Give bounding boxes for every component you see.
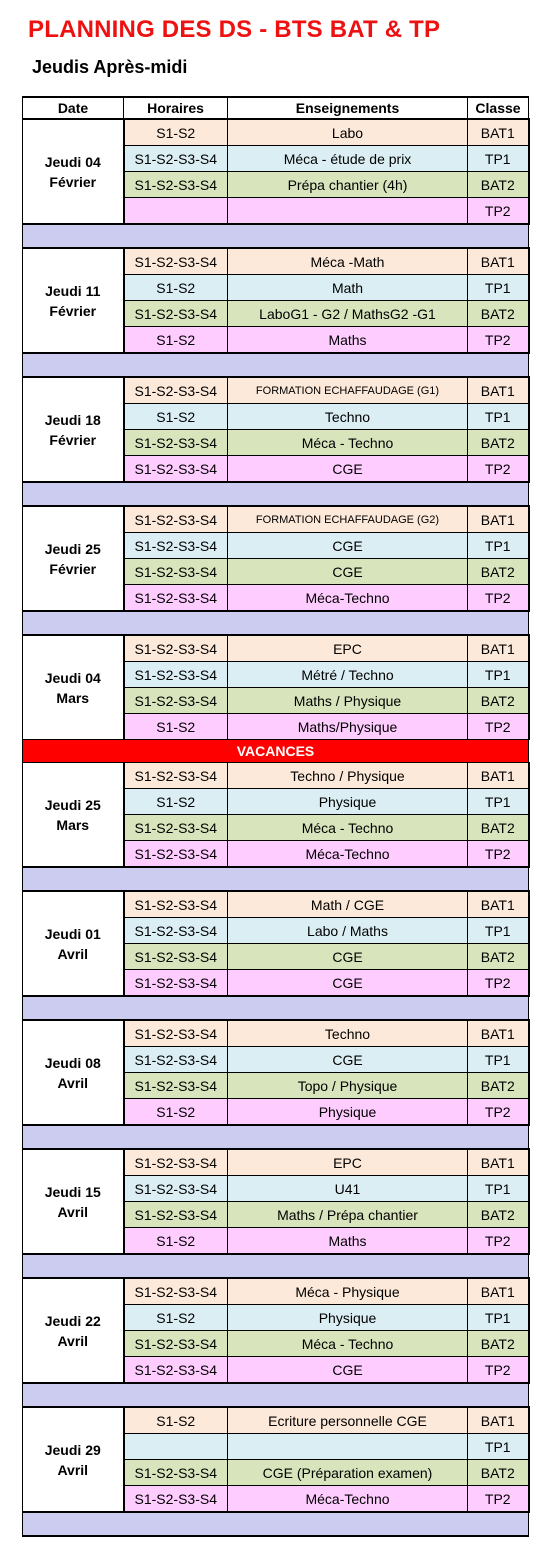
horaires-cell: S1-S2-S3-S4 [124,763,228,789]
date-day: Jeudi 15 [44,1183,101,1200]
classe-cell: TP2 [468,1486,529,1513]
page-title: PLANNING DES DS - BTS BAT & TP [28,16,441,43]
classe-cell: BAT1 [468,248,529,275]
date-month: Avril [57,1074,89,1091]
horaires-cell: S1-S2-S3-S4 [124,815,228,841]
table-row [23,248,529,275]
date-day: Jeudi 25 [44,796,101,813]
week-separator [23,611,529,635]
schedule-table [22,96,530,1537]
header-date: Date [23,97,124,119]
week-separator [23,353,529,377]
enseignement-cell: Méca - Techno [228,815,468,841]
date-month: Mars [56,816,90,833]
enseignement-cell: FORMATION ECHAFFAUDAGE (G1) [228,377,468,404]
horaires-cell: S1-S2-S3-S4 [124,1460,228,1486]
date-month: Avril [57,1203,89,1220]
date-month: Mars [56,689,90,706]
enseignement-cell: Méca-Techno [228,585,468,612]
classe-cell: BAT1 [468,1278,529,1305]
enseignement-cell: Méca-Techno [228,841,468,868]
date-cell [23,119,124,224]
horaires-cell: S1-S2 [124,275,228,301]
header-horaires: Horaires [124,97,228,119]
header-classe: Classe [468,97,529,119]
horaires-cell: S1-S2-S3-S4 [124,1357,228,1384]
classe-cell: TP2 [468,456,529,483]
horaires-cell: S1-S2-S3-S4 [124,559,228,585]
enseignement-cell: Topo / Physique [228,1073,468,1099]
table-row [23,1278,529,1305]
date-cell [23,248,124,353]
date-month: Avril [57,1332,89,1349]
week-separator [23,867,529,891]
horaires-cell: S1-S2-S3-S4 [124,1020,228,1047]
separator-cell [23,1125,529,1149]
horaires-cell: S1-S2 [124,1228,228,1255]
horaires-cell [124,1434,228,1460]
date-cell [23,1407,124,1512]
table-row [23,891,529,918]
date-cell [23,506,124,611]
classe-cell: TP1 [468,1434,529,1460]
separator-cell [23,1254,529,1278]
week-separator [23,224,529,248]
classe-cell: BAT1 [468,1020,529,1047]
separator-cell [23,611,529,635]
enseignement-cell: Math / CGE [228,891,468,918]
table-row [23,377,529,404]
horaires-cell: S1-S2-S3-S4 [124,533,228,559]
classe-cell: BAT1 [468,763,529,789]
enseignement-cell: CGE [228,970,468,997]
enseignement-cell: LaboG1 - G2 / MathsG2 -G1 [228,301,468,327]
enseignement-cell: CGE [228,1047,468,1073]
date-month: Février [49,302,97,319]
enseignement-cell: FORMATION ECHAFFAUDAGE (G2) [228,506,468,533]
date-day: Jeudi 18 [44,411,101,428]
classe-cell: TP2 [468,1357,529,1384]
horaires-cell: S1-S2 [124,714,228,740]
horaires-cell: S1-S2 [124,789,228,815]
table-row [23,763,529,789]
separator-cell [23,867,529,891]
horaires-cell: S1-S2-S3-S4 [124,430,228,456]
horaires-cell: S1-S2 [124,404,228,430]
date-day: Jeudi 22 [44,1312,101,1329]
classe-cell: BAT1 [468,119,529,146]
enseignement-cell: CGE [228,533,468,559]
date-cell [23,1020,124,1125]
horaires-cell: S1-S2-S3-S4 [124,456,228,483]
date-day: Jeudi 25 [44,540,101,557]
enseignement-cell: Techno [228,1020,468,1047]
horaires-cell: S1-S2 [124,327,228,354]
table-row [23,119,529,146]
enseignement-cell: U41 [228,1176,468,1202]
enseignement-cell: Méca - Techno [228,430,468,456]
classe-cell: TP2 [468,970,529,997]
classe-cell: TP1 [468,275,529,301]
horaires-cell: S1-S2-S3-S4 [124,688,228,714]
separator-cell [23,1512,529,1536]
classe-cell: BAT1 [468,1407,529,1434]
date-month: Avril [57,945,89,962]
enseignement-cell: Méca - Physique [228,1278,468,1305]
separator-cell [23,1383,529,1407]
classe-cell: TP1 [468,146,529,172]
classe-cell: TP2 [468,841,529,868]
enseignement-cell: Méca - étude de prix [228,146,468,172]
classe-cell: BAT2 [468,1202,529,1228]
date-month: Février [49,173,97,190]
enseignement-cell: Physique [228,789,468,815]
classe-cell: BAT1 [468,1149,529,1176]
classe-cell: TP1 [468,918,529,944]
week-separator [23,1254,529,1278]
table-row [23,1020,529,1047]
horaires-cell: S1-S2-S3-S4 [124,1278,228,1305]
classe-cell: TP1 [468,662,529,688]
enseignement-cell: CGE [228,1357,468,1384]
enseignement-cell: CGE [228,456,468,483]
classe-cell: BAT2 [468,815,529,841]
week-separator [23,1512,529,1536]
date-cell [23,1278,124,1383]
horaires-cell: S1-S2-S3-S4 [124,1149,228,1176]
date-cell [23,377,124,482]
classe-cell: TP2 [468,327,529,354]
enseignement-cell: Métré / Techno [228,662,468,688]
horaires-cell: S1-S2-S3-S4 [124,1486,228,1513]
enseignement-cell: CGE (Préparation examen) [228,1460,468,1486]
classe-cell: BAT2 [468,559,529,585]
horaires-cell: S1-S2-S3-S4 [124,635,228,662]
classe-cell: BAT2 [468,1073,529,1099]
horaires-cell: S1-S2-S3-S4 [124,506,228,533]
horaires-cell: S1-S2-S3-S4 [124,248,228,275]
classe-cell: TP1 [468,1305,529,1331]
separator-cell [23,224,529,248]
classe-cell: TP2 [468,585,529,612]
horaires-cell: S1-S2-S3-S4 [124,585,228,612]
classe-cell: TP2 [468,1099,529,1126]
date-month: Février [49,560,97,577]
horaires-cell: S1-S2-S3-S4 [124,662,228,688]
classe-cell: TP1 [468,789,529,815]
enseignement-cell: Prépa chantier (4h) [228,172,468,198]
enseignement-cell: Maths / Physique [228,688,468,714]
week-separator [23,996,529,1020]
horaires-cell: S1-S2-S3-S4 [124,1202,228,1228]
classe-cell: BAT2 [468,301,529,327]
date-cell [23,1149,124,1254]
table-row [23,1149,529,1176]
classe-cell: BAT1 [468,635,529,662]
classe-cell: TP1 [468,1176,529,1202]
date-cell [23,763,124,868]
classe-cell: BAT2 [468,1331,529,1357]
enseignement-cell: Maths/Physique [228,714,468,740]
horaires-cell [124,198,228,225]
horaires-cell: S1-S2-S3-S4 [124,146,228,172]
horaires-cell: S1-S2-S3-S4 [124,944,228,970]
enseignement-cell: Math [228,275,468,301]
week-separator [23,482,529,506]
table-row [23,506,529,533]
enseignement-cell: Maths / Prépa chantier [228,1202,468,1228]
schedule-body [23,119,529,1536]
date-day: Jeudi 11 [45,282,101,299]
horaires-cell: S1-S2-S3-S4 [124,918,228,944]
date-day: Jeudi 08 [44,1054,101,1071]
classe-cell: BAT1 [468,506,529,533]
enseignement-cell: Méca-Techno [228,1486,468,1513]
horaires-cell: S1-S2-S3-S4 [124,377,228,404]
separator-cell [23,482,529,506]
classe-cell: TP2 [468,198,529,225]
classe-cell: TP2 [468,1228,529,1255]
classe-cell: BAT2 [468,944,529,970]
classe-cell: BAT1 [468,377,529,404]
horaires-cell: S1-S2 [124,119,228,146]
classe-cell: BAT2 [468,1460,529,1486]
enseignement-cell: EPC [228,1149,468,1176]
week-separator [23,1383,529,1407]
classe-cell: BAT2 [468,430,529,456]
enseignement-cell: Techno [228,404,468,430]
horaires-cell: S1-S2 [124,1305,228,1331]
separator-cell [23,353,529,377]
horaires-cell: S1-S2-S3-S4 [124,1073,228,1099]
horaires-cell: S1-S2 [124,1099,228,1126]
date-day: Jeudi 04 [44,153,101,170]
enseignement-cell: EPC [228,635,468,662]
horaires-cell: S1-S2-S3-S4 [124,301,228,327]
date-cell [23,891,124,996]
classe-cell: TP1 [468,1047,529,1073]
enseignement-cell: Physique [228,1305,468,1331]
header-enseignements: Enseignements [228,97,468,119]
horaires-cell: S1-S2-S3-S4 [124,1176,228,1202]
separator-cell [23,996,529,1020]
date-day: Jeudi 01 [44,925,101,942]
enseignement-cell: Labo / Maths [228,918,468,944]
enseignement-cell [228,1434,468,1460]
enseignement-cell: Maths [228,1228,468,1255]
horaires-cell: S1-S2-S3-S4 [124,970,228,997]
date-month: Avril [57,1461,89,1478]
enseignement-cell [228,198,468,225]
classe-cell: TP1 [468,404,529,430]
horaires-cell: S1-S2-S3-S4 [124,172,228,198]
enseignement-cell: Techno / Physique [228,763,468,789]
classe-cell: TP2 [468,714,529,740]
table-row [23,635,529,662]
date-day: Jeudi 04 [44,669,101,686]
enseignement-cell: Physique [228,1099,468,1126]
vacances-label: VACANCES [23,740,529,763]
horaires-cell: S1-S2 [124,1407,228,1434]
header-row [23,97,529,119]
enseignement-cell: CGE [228,944,468,970]
classe-cell: TP1 [468,533,529,559]
table-row [23,1407,529,1434]
date-month: Février [49,431,97,448]
enseignement-cell: CGE [228,559,468,585]
horaires-cell: S1-S2-S3-S4 [124,1047,228,1073]
vacances-row [23,740,529,763]
enseignement-cell: Labo [228,119,468,146]
enseignement-cell: Méca - Techno [228,1331,468,1357]
classe-cell: BAT2 [468,688,529,714]
page-subtitle: Jeudis Après-midi [32,57,188,77]
horaires-cell: S1-S2-S3-S4 [124,891,228,918]
date-cell [23,635,124,740]
week-separator [23,1125,529,1149]
classe-cell: BAT1 [468,891,529,918]
enseignement-cell: Méca -Math [228,248,468,275]
enseignement-cell: Ecriture personnelle CGE [228,1407,468,1434]
classe-cell: BAT2 [468,172,529,198]
horaires-cell: S1-S2-S3-S4 [124,1331,228,1357]
enseignement-cell: Maths [228,327,468,354]
date-day: Jeudi 29 [44,1441,101,1458]
horaires-cell: S1-S2-S3-S4 [124,841,228,868]
